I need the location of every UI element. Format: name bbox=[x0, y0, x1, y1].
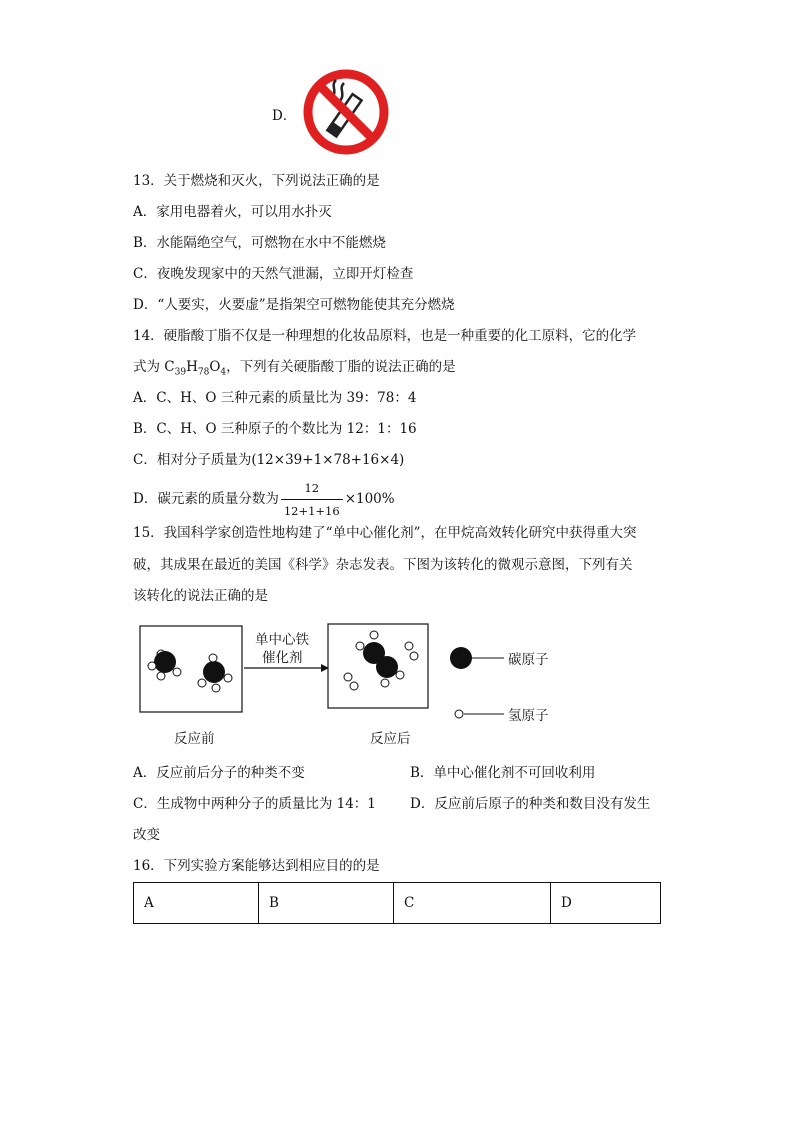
q14-stem-line2 bbox=[133, 357, 456, 383]
q16-stem: 16．下列实验方案能够达到相应目的的是 bbox=[133, 858, 380, 874]
hydrogen-atom bbox=[198, 679, 206, 687]
q16-answer-table bbox=[133, 882, 661, 924]
hydrogen-atom bbox=[350, 682, 358, 690]
reaction-diagram bbox=[138, 620, 598, 752]
formula-h-letter: H bbox=[186, 359, 198, 375]
q15-option-c[interactable]: C．生成物中两种分子的质量比为 14：1 bbox=[133, 796, 376, 812]
q15-option-b[interactable]: B．单中心催化剂不可回收利用 bbox=[410, 765, 596, 781]
q13-option-d[interactable]: D．“人要实，火要虚”是指架空可燃物能使其充分燃烧 bbox=[133, 297, 455, 313]
carbon-atom bbox=[203, 661, 225, 683]
carbon-atom bbox=[154, 651, 176, 673]
table-cell-d[interactable]: D bbox=[551, 883, 661, 924]
q15-stem-line3: 该转化的说法正确的是 bbox=[133, 588, 268, 604]
q13-option-b[interactable]: B．水能隔绝空气，可燃物在水中不能燃烧 bbox=[133, 235, 386, 251]
hydrogen-atom bbox=[356, 642, 364, 650]
legend-hydrogen-symbol bbox=[455, 710, 463, 718]
hydrogen-atom bbox=[381, 679, 389, 687]
q14-stem-prefix: 式为 C bbox=[133, 359, 175, 375]
legend-carbon-symbol bbox=[450, 647, 472, 669]
table-cell-a[interactable]: A bbox=[134, 883, 259, 924]
formula-h-subscript: 78 bbox=[197, 367, 210, 378]
q14-option-a[interactable]: A．C、H、O 三种元素的质量比为 39：78：4 bbox=[133, 390, 417, 406]
q14-option-d-prefix: D．碳元素的质量分数为 bbox=[133, 491, 279, 507]
q15-option-d-continued: 改变 bbox=[133, 827, 160, 843]
catalyst-label-line1: 单中心铁 bbox=[255, 632, 309, 648]
q14-option-b[interactable]: B．C、H、O 三种原子的个数比为 12：1：16 bbox=[133, 421, 417, 437]
legend-carbon-label: 碳原子 bbox=[508, 652, 549, 668]
q13-option-c[interactable]: C．夜晚发现家中的天然气泄漏，立即开灯检查 bbox=[133, 266, 414, 282]
q15-stem-line2: 破，其成果在最近的美国《科学》杂志发表。下图为该转化的微观示意图，下列有关 bbox=[133, 557, 633, 573]
fraction-denominator: 12+1+16 bbox=[283, 504, 340, 518]
no-smoking-sign-image bbox=[302, 68, 390, 156]
hydrogen-atom bbox=[157, 672, 165, 680]
fraction-numerator: 12 bbox=[281, 478, 343, 500]
table-cell-b[interactable]: B bbox=[259, 883, 394, 924]
q14-option-d[interactable] bbox=[133, 478, 395, 521]
formula-c-subscript: 39 bbox=[174, 367, 187, 378]
before-label: 反应前 bbox=[174, 731, 215, 747]
hydrogen-atom bbox=[209, 654, 217, 662]
table-row bbox=[134, 883, 661, 924]
hydrogen-atom bbox=[148, 662, 156, 670]
legend-hydrogen-label: 氢原子 bbox=[508, 708, 549, 724]
carbon-atom bbox=[376, 656, 398, 678]
prev-option-d-label: D． bbox=[272, 108, 297, 124]
hydrogen-atom bbox=[370, 631, 378, 639]
q13-option-a[interactable]: A．家用电器着火，可以用水扑灭 bbox=[133, 204, 332, 220]
hydrogen-atom bbox=[224, 674, 232, 682]
formula-o-letter: O bbox=[209, 359, 221, 375]
hydrogen-atom bbox=[396, 671, 404, 679]
q13-stem: 13．关于燃烧和灭火，下列说法正确的是 bbox=[133, 173, 380, 189]
table-cell-c[interactable]: C bbox=[394, 883, 551, 924]
q14-option-c[interactable]: C．相对分子质量为(12×39+1×78+16×4) bbox=[133, 452, 405, 468]
q14-option-d-suffix: ×100% bbox=[344, 491, 395, 507]
after-label: 反应后 bbox=[370, 731, 411, 747]
hydrogen-atom bbox=[410, 652, 418, 660]
q15-option-d[interactable]: D．反应前后原子的种类和数目没有发生 bbox=[410, 796, 651, 812]
q14-stem-suffix: ，下列有关硬脂酸丁脂的说法正确的是 bbox=[226, 359, 456, 375]
mass-fraction bbox=[281, 478, 343, 521]
q15-stem-line1: 15．我国科学家创造性地构建了“单中心催化剂”，在甲烷高效转化研究中获得重大突 bbox=[133, 525, 637, 541]
hydrogen-atom bbox=[344, 673, 352, 681]
hydrogen-atom bbox=[405, 642, 413, 650]
q15-option-a[interactable]: A．反应前后分子的种类不变 bbox=[133, 765, 305, 781]
catalyst-label-line2: 催化剂 bbox=[262, 650, 303, 666]
q14-stem-line1: 14．硬脂酸丁脂不仅是一种理想的化妆品原料，也是一种重要的化工原料，它的化学 bbox=[133, 328, 637, 344]
hydrogen-atom bbox=[173, 668, 181, 676]
hydrogen-atom bbox=[212, 684, 220, 692]
formula-o-subscript: 4 bbox=[220, 367, 227, 378]
